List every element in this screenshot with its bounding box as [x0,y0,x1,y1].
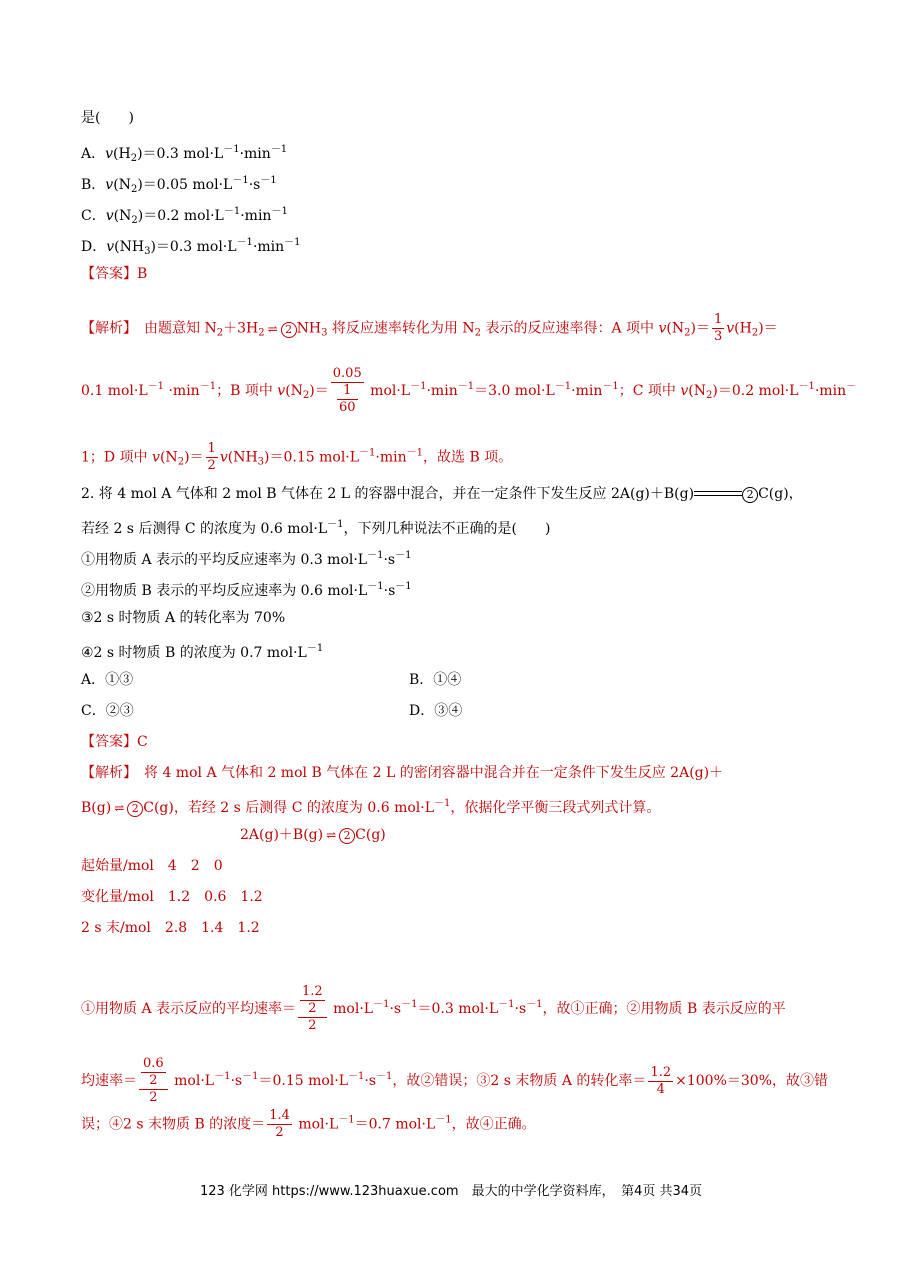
fraction-0.6-over-2-over-2: $\frac{\frac{0.6}{2}}{2}$ [139,1056,168,1106]
q2-option-a: A．①③ [81,672,134,688]
q2-table-row-final: 2 s 末/mol 2.8 1.4 1.2 [81,920,260,936]
q2-table-row-initial: 起始量/mol 4 2 0 [81,858,223,874]
q2-table-row-change: 变化量/mol 1.2 0.6 1.2 [81,889,263,905]
fraction-one-third: $\frac{1}{3}$ [713,312,723,344]
page-footer: 123 化学网 https://www.123huaxue.com 最大的中学化学资料库， 第4页 共34页 [199,1184,703,1199]
q2-calc-line1: ①用物质 A 表示反应的平均速率＝ $\frac{\frac{1.2}{2}}{2}$ $mol\cdot L^{-1}\cdot s^{-1}=0.3$ $mol\cdot L^{-1}\cdot s^{-1}$，故①正确；②用物质 B 表示反应的平 [81,984,786,1033]
q1-option-b: B．$v(N_2)=0.05$ $mol\cdot L^{-1}\cdot s^{-1}$ [81,175,277,195]
reversible-arrow-icon: ⇌ [114,801,125,815]
q1-stem-tail: 是( ) [81,110,134,126]
q2-answer: 【答案】C [81,734,148,750]
equilibrium-arrow-icon [694,489,742,499]
q1-analysis-line3: 1；D 项中 $v(N_2)=$ $\frac{1}{2}$ $v(NH_3)=0.15$ $mol\cdot L^{-1}\cdot\min^{-1}$，故选 B 项。 [81,441,513,473]
q2-statement-2: ②用物质 B 表示的平均反应速率为 0.6 $mol\cdot L^{-1}\cdot s^{-1}$ [81,581,412,599]
q2-statement-1: ①用物质 A 表示的平均反应速率为 0.3 $mol\cdot L^{-1}\cdot s^{-1}$ [81,550,412,568]
q2-equation: 2A(g)＋B(g) ⇌ 2 C(g) [240,827,386,843]
q2-statement-3: ③2 s 时物质 A 的转化率为 70% [81,610,286,626]
fraction-1.4-over-2: $\frac{1.4}{2}$ [269,1108,290,1140]
reversible-arrow-icon: ⇌ [326,828,337,842]
fraction-1.2-over-2-over-2: $\frac{\frac{1.2}{2}}{2}$ [298,984,327,1034]
q1-option-d: D．$v(NH_3)=0.3$ $mol\cdot L^{-1}\cdot\min^{-1}$ [81,237,301,257]
fraction-0.05-over-1-60: $\frac{0.05}{\frac{1}{60}}$ [332,366,362,415]
q1-analysis-line1: 【解析】 由题意知 $N_2+3H_2$ ⇌ 2 $NH_3$ 将反应速率转化为用 $N_2$ 表示的反应速率得：A 项中 $v(N_2)=$ $\frac{1}{3}$ $v(H_2)=$ [81,312,778,344]
fraction-one-half: $\frac{1}{2}$ [207,441,216,473]
q2-option-b: B．①④ [409,672,462,688]
q2-statement-4: ④2 s 时物质 B 的浓度为 0.7 $mol\cdot L^{-1}$ [81,643,324,661]
q2-calc-line2: 均速率＝ $\frac{\frac{0.6}{2}}{2}$ $mol\cdot L^{-1}\cdot s^{-1}=0.15$ $mol\cdot L^{-1}\cdot s^{-1}$，故②错误；③2 s 末物质 A 的转化率＝ $\frac{1.2}{4}$ ×100%＝30%，故③错 [81,1056,828,1105]
q1-option-c: C．$v(N_2)=0.2$ $mol\cdot L^{-1}\cdot\min^{-1}$ [81,206,288,226]
q2-option-c: C．②③ [81,703,134,719]
q2-stem-line2: 若经 2 s 后测得 C 的浓度为 0.6 $mol\cdot L^{-1}$，下列几种说法不正确的是( ) [81,519,551,537]
q2-option-d: D．③④ [409,703,463,719]
q1-analysis-line2: 0.1 $mol\cdot L^{-1} \cdot\min^{-1}$；B 项中 $v(N_2)=$ $\frac{0.05}{\frac{1}{60}}$ $mol\cdot L^{-1}\cdot\min^{-1}=3.0$ $mol\cdot L^{-1}\cdot\min^{-1}$；C 项中 $v(N_2)=0.2$ $mol\cdot L^{-1}\cdot\min^-$ [81,366,857,415]
q2-stem-line1: 2. 将 4 mol A 气体和 2 mol B 气体在 2 L 的容器中混合，并在一定条件下发生反应 2A(g)＋B(g) 2 C(g)， [81,486,803,502]
fraction-1.2-over-4: $\frac{1.2}{4}$ [650,1064,672,1097]
q2-analysis-line1: 【解析】 将 4 mol A 气体和 2 mol B 气体在 2 L 的密闭容器中混合并在一定条件下发生反应 2A(g)＋ [81,765,724,781]
q1-answer: 【答案】B [81,266,148,282]
reversible-arrow-icon: ⇌ [267,321,278,336]
q2-analysis-line2: B(g) ⇌ 2 C(g)，若经 2 s 后测得 C 的浓度为 0.6 $mol\cdot L^{-1}$，依据化学平衡三段式列式计算。 [81,798,661,816]
q1-option-a: A．$v(H_2)=0.3$ $mol\cdot L^{-1}\cdot\min^{-1}$ [81,144,288,164]
q2-calc-line3: 误；④2 s 末物质 B 的浓度＝ $\frac{1.4}{2}$ $mol\cdot L^{-1}=0.7$ $mol\cdot L^{-1}$，故④正确。 [81,1108,536,1140]
